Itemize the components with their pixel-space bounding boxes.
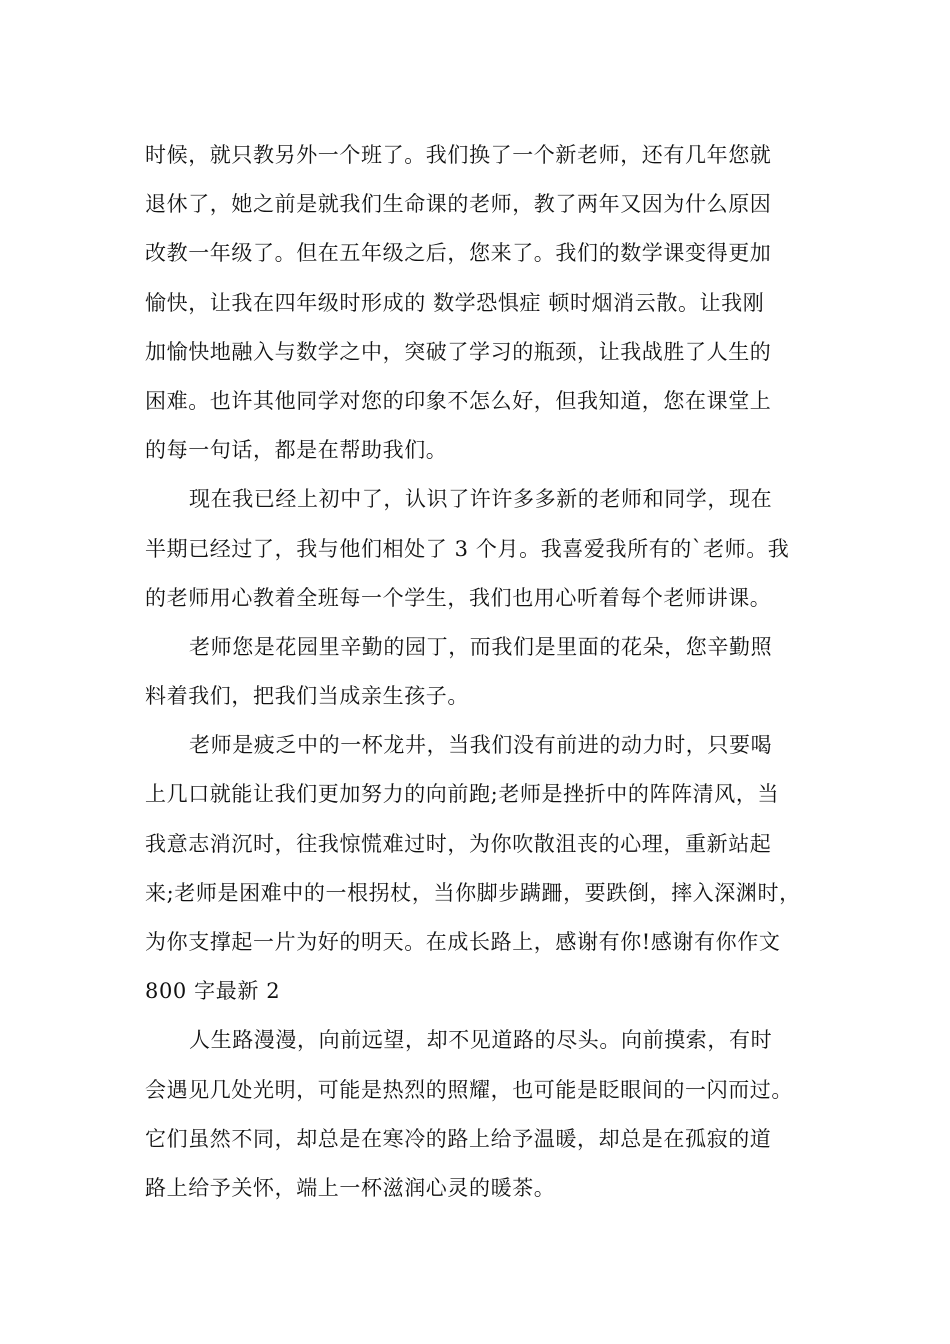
text-line: 我意志消沉时，往我惊慌难过时，为你吹散沮丧的心理，重新站起 [145,831,772,856]
text-line: 上几口就能让我们更加努力的向前跑;老师是挫折中的阵阵清风，当 [145,782,780,807]
text-line: 老师您是花园里辛勤的园丁，而我们是里面的花朵，您辛勤照 [189,634,773,659]
text-line: 困难。也许其他同学对您的印象不怎么好，但我知道，您在课堂上 [145,388,772,413]
text-line: 会遇见几处光明，可能是热烈的照耀，也可能是眨眼间的一闪而过。 [145,1077,793,1102]
text-line: 退休了，她之前是就我们生命课的老师，教了两年又因为什么原因 [145,192,772,217]
body-text [145,131,825,1213]
text-line: 时候，就只教另外一个班了。我们换了一个新老师，还有几年您就 [145,143,772,167]
text-line: 加愉快地融入与数学之中，突破了学习的瓶颈，让我战胜了人生的 [145,339,772,364]
section-heading-line: 800 字最新 2 [145,979,281,1004]
text-line: 人生路漫漫，向前远望，却不见道路的尽头。向前摸索，有时 [189,1028,773,1053]
text-line: 路上给予关怀，端上一杯滋润心灵的暖茶。 [145,1175,556,1200]
text-line: 来;老师是困难中的一根拐杖，当你脚步蹒跚，要跌倒，摔入深渊时， [145,880,801,905]
text-line: 改教一年级了。但在五年级之后，您来了。我们的数学课变得更加 [145,241,772,266]
text-line: 为你支撑起一片为好的明天。在成长路上，感谢有你!感谢有你作文 [145,930,781,954]
text-line: 愉快，让我在四年级时形成的 数学恐惧症 顿时烟消云散。让我刚 [145,290,765,315]
text-line: 它们虽然不同，却总是在寒冷的路上给予温暖，却总是在孤寂的道 [145,1126,772,1151]
text-line: 半期已经过了，我与他们相处了 3 个月。我喜爱我所有的`老师。我 [145,536,790,561]
text-line: 料着我们，把我们当成亲生孩子。 [145,684,469,709]
text-line: 老师是疲乏中的一杯龙井，当我们没有前进的动力时，只要喝 [189,733,773,758]
text-line: 的每一句话，都是在帮助我们。 [145,438,448,463]
text-line: 现在我已经上初中了，认识了许许多多新的老师和同学，现在 [189,487,773,512]
text-line: 的老师用心教着全班每一个学生，我们也用心听着每个老师讲课。 [145,585,772,610]
